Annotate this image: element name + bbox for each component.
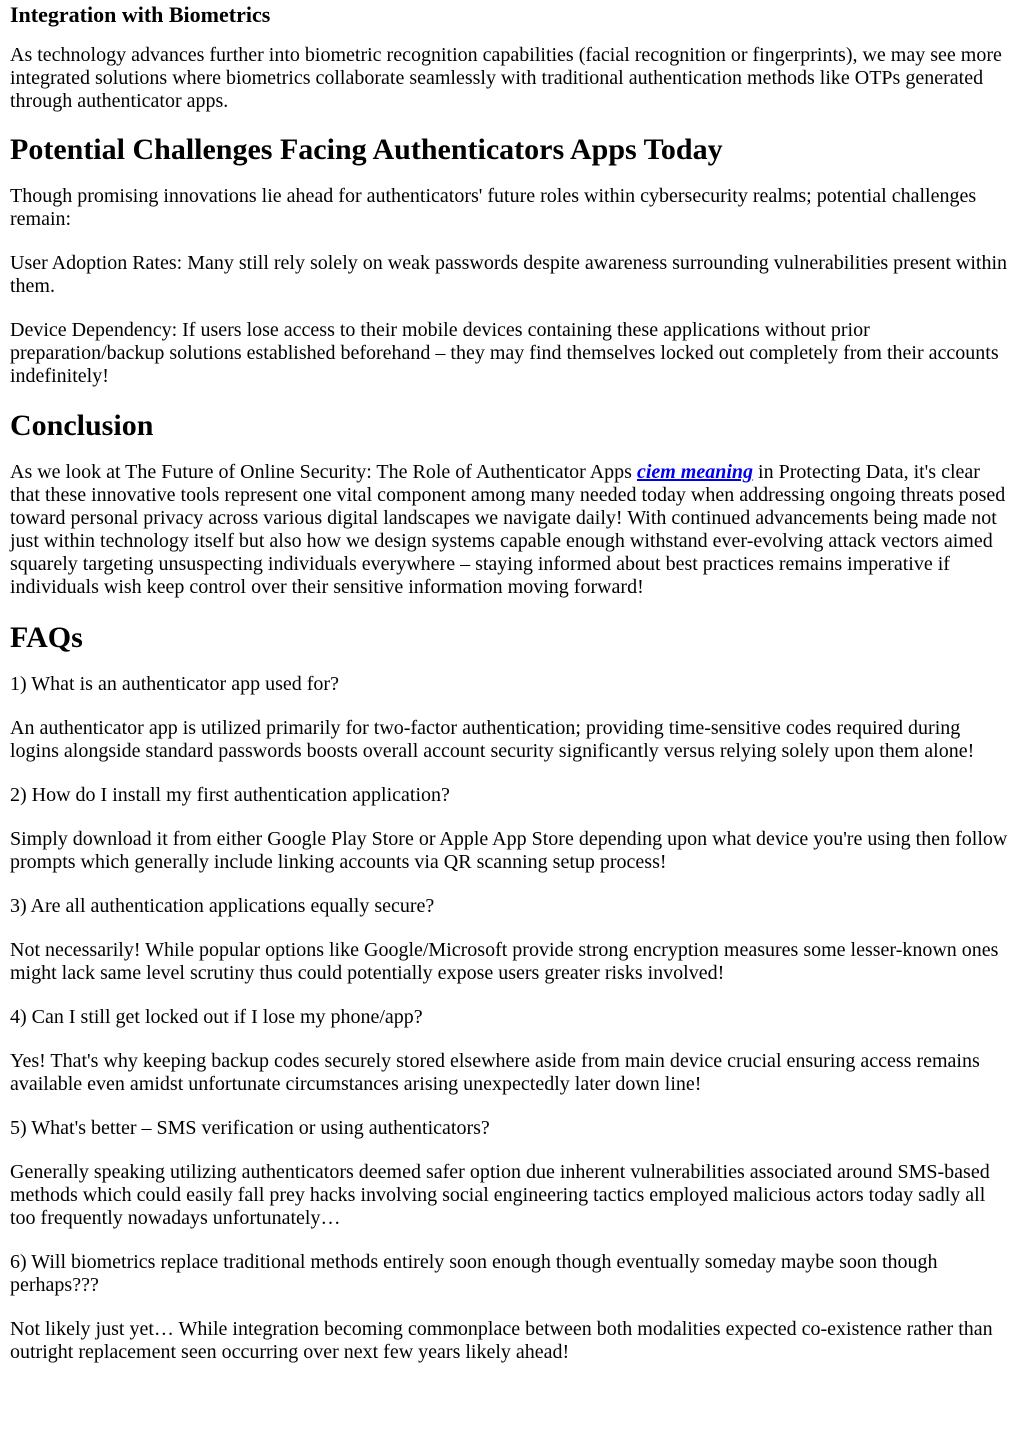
device-dependency-paragraph: Device Dependency: If users lose access to their mobile devices containing these applications without prior preparation/backup solutions established beforehand – they may find themselves locked out completely from their accounts indefinitely! — [10, 319, 999, 387]
biometrics-paragraph: As technology advances further into biometric recognition capabilities (facial recognition or fingerprints), we may see more integrated solutions where biometrics collaborate seamlessly with traditional authentication methods like OTPs generated through authenticator apps. — [10, 44, 1002, 112]
challenges-intro: Though promising innovations lie ahead for authenticators' future roles within cybersecurity realms; potential challenges remain: — [10, 185, 977, 230]
faq-answer: Generally speaking utilizing authenticators deemed safer option due inherent vulnerabilities associated around SMS-based methods which could easily fall prey hacks involving social engineering tactics employed malicious actors today sadly all too frequently nowadays unfortunately… — [10, 1161, 990, 1229]
conclusion-paragraph — [10, 461, 1014, 599]
faq-question: 1) What is an authenticator app used for? — [10, 673, 339, 695]
faq-question: 5) What's better – SMS verification or using authenticators? — [10, 1117, 490, 1139]
user-adoption-paragraph: User Adoption Rates: Many still rely solely on weak passwords despite awareness surrounding vulnerabilities present within them. — [10, 252, 1008, 297]
faq-answer: An authenticator app is utilized primarily for two-factor authentication; providing time-sensitive codes required during logins alongside standard passwords boosts overall account security significantly versus relying solely upon them alone! — [10, 717, 975, 762]
conclusion-heading: Conclusion — [10, 409, 154, 442]
faq-answer: Simply download it from either Google Play Store or Apple App Store depending upon what device you're using then follow prompts which generally include linking accounts via QR scanning setup process! — [10, 828, 1008, 873]
faq-question: 6) Will biometrics replace traditional methods entirely soon enough though eventually someday maybe soon though perhaps??? — [10, 1251, 938, 1296]
faq-question: 2) How do I install my first authentication application? — [10, 784, 450, 806]
faq-question: 3) Are all authentication applications equally secure? — [10, 895, 435, 917]
conclusion-text-start: As we look at The Future of Online Security: The Role of Authenticator Apps — [10, 461, 637, 483]
ciem-meaning-link[interactable]: ciem meaning — [636, 461, 754, 483]
faq-answer: Not likely just yet… While integration becoming commonplace between both modalities expected co-existence rather than outright replacement seen occurring over next few years likely ahead! — [10, 1318, 993, 1363]
faq-answer: Yes! That's why keeping backup codes securely stored elsewhere aside from main device crucial ensuring access remains available even amidst unfortunate circumstances arising unexpectedly later down line! — [10, 1050, 980, 1095]
faq-answer: Not necessarily! While popular options like Google/Microsoft provide strong encryption measures some lesser-known ones might lack same level scrutiny thus could potentially expose users greater risks involved! — [10, 939, 999, 984]
challenges-heading: Potential Challenges Facing Authenticators Apps Today — [10, 133, 723, 166]
biometrics-heading: Integration with Biometrics — [10, 2, 271, 27]
conclusion-text-end: in Protecting Data, it's clear that these innovative tools represent one vital component among many needed today when addressing ongoing threats posed toward personal privacy across various digital landscapes we navigate daily! With continued advancements being made not just within technology itself but also how we design systems capable enough withstand ever-evolving attack vectors aimed squarely targeting unsuspecting individuals everywhere – staying informed about best practices remains imperative if individuals wish keep control over their sensitive information moving forward! — [10, 461, 1006, 598]
faq-question: 4) Can I still get locked out if I lose my phone/app? — [10, 1006, 423, 1028]
faqs-heading: FAQs — [10, 621, 83, 654]
article — [0, 3, 1024, 1364]
